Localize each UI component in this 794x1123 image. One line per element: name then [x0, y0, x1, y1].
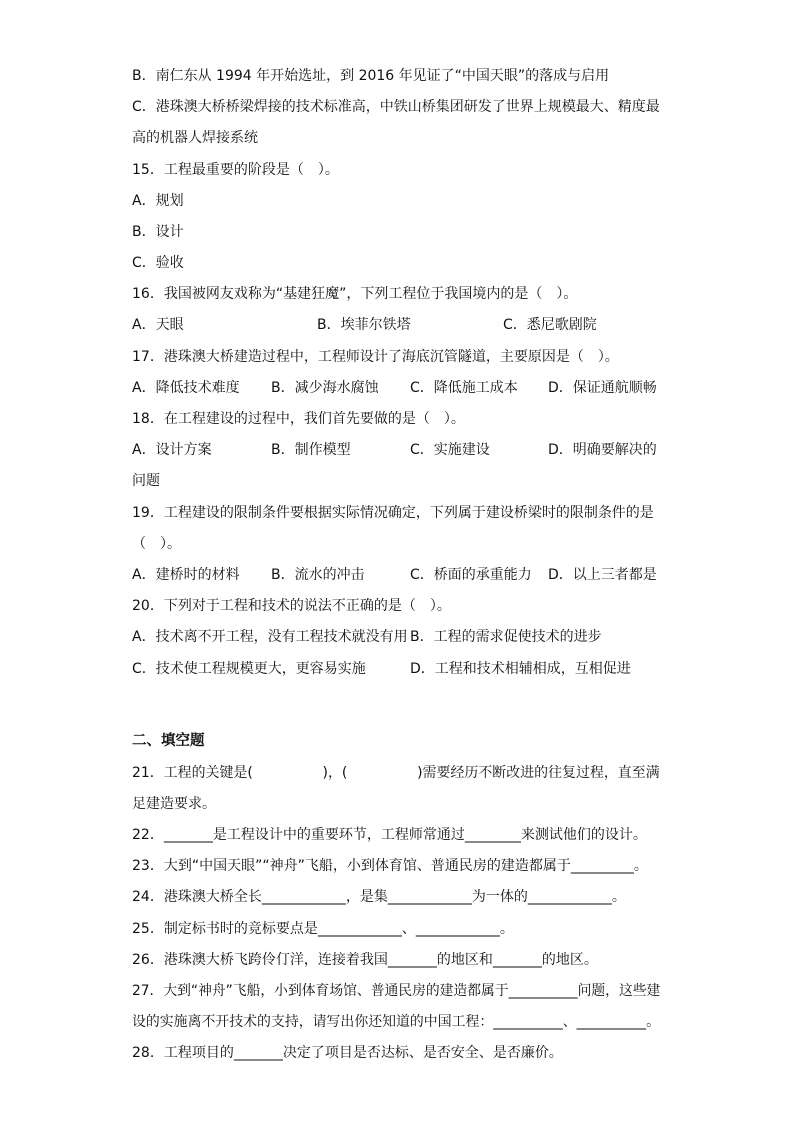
question-28: 28．工程项目的_______决定了项目是否达标、是否安全、是否廉价。: [132, 1045, 563, 1061]
question-24: 24．港珠澳大桥全长____________，是集____________为一体的____________。: [132, 889, 626, 905]
question-20: 20．下列对于工程和技术的说法不正确的是（ ）。: [132, 598, 451, 614]
question-19: 19．工程建设的限制条件要根据实际情况确定，下列属于建设桥梁时的限制条件的是: [132, 505, 654, 521]
question-26: 26．港珠澳大桥飞跨伶仃洋，连接着我国_______的地区和_______的地区。: [132, 952, 598, 968]
q14-option-c: C．港珠澳大桥桥梁焊接的技术标准高，中铁山桥集团研发了世界上规模最大、精度最: [132, 99, 660, 115]
question-27: 27．大到“神舟”飞船，小到体育场馆、普通民房的建造都属于__________问题，这些建: [132, 983, 661, 999]
question-21: 21．工程的关键是( )，( )需要经历不断改进的往复过程，直至满: [132, 765, 660, 781]
q18-option-a: A．设计方案: [132, 442, 212, 458]
q17-option-a: A．降低技术难度: [132, 380, 240, 396]
q18-option-b: B．制作模型: [271, 442, 351, 458]
q16-option-c: C．悉尼歌剧院: [503, 317, 597, 333]
q17-option-c: C．降低施工成本: [410, 380, 518, 396]
q19-option-a: A．建桥时的材料: [132, 567, 240, 583]
q20-option-d: D．工程和技术相辅相成，互相促进: [410, 661, 631, 677]
q14-option-c-cont: 高的机器人焊接系统: [132, 130, 258, 146]
q15-option-b: B．设计: [132, 224, 184, 240]
q17-option-d: D．保证通航顺畅: [548, 380, 657, 396]
q15-option-a: A．规划: [132, 193, 184, 209]
section-fill-in-heading: 二、填空题: [132, 733, 205, 749]
question-25: 25．制定标书时的竞标要点是____________、____________。: [132, 921, 514, 937]
question-21-cont: 足建造要求。: [132, 796, 216, 812]
q16-option-a: A．天眼: [132, 317, 184, 333]
q15-option-c: C．验收: [132, 255, 184, 271]
q17-option-b: B．减少海水腐蚀: [271, 380, 379, 396]
q19-option-b: B．流水的冲击: [271, 567, 365, 583]
question-27-cont: 设的实施离不开技术的支持，请写出你还知道的中国工程：__________、__________。: [132, 1014, 661, 1030]
question-18: 18．在工程建设的过程中，我们首先要做的是（ ）。: [132, 411, 465, 427]
question-15: 15．工程最重要的阶段是（ ）。: [132, 162, 339, 178]
q14-option-b: B．南仁东从 1994 年开始选址，到 2016 年见证了“中国天眼”的落成与启用: [132, 68, 610, 84]
q20-option-b: B．工程的需求促使技术的进步: [410, 629, 602, 645]
question-22: 22．_______是工程设计中的重要环节，工程师常通过________来测试他们的设计。: [132, 827, 647, 843]
q19-option-c: C．桥面的承重能力: [410, 567, 532, 583]
q18-option-d: D．明确要解决的: [548, 442, 657, 458]
q16-option-b: B．埃菲尔铁塔: [317, 317, 411, 333]
question-23: 23．大到“中国天眼”“神舟”飞船，小到体育馆、普通民房的建造都属于_________。: [132, 858, 648, 874]
question-17: 17．港珠澳大桥建造过程中，工程师设计了海底沉管隧道，主要原因是（ ）。: [132, 349, 619, 365]
q20-option-c: C．技术使工程规模更大，更容易实施: [132, 661, 366, 677]
q20-option-a: A．技术离不开工程，没有工程技术就没有用: [132, 629, 408, 645]
question-16: 16．我国被网友戏称为“基建狂魔”，下列工程位于我国境内的是（ ）。: [132, 286, 578, 302]
q18-option-c: C．实施建设: [410, 442, 490, 458]
q19-option-d: D．以上三者都是: [548, 567, 657, 583]
q18-option-d-cont: 问题: [132, 473, 160, 489]
question-19-cont: （ ）。: [132, 536, 181, 552]
